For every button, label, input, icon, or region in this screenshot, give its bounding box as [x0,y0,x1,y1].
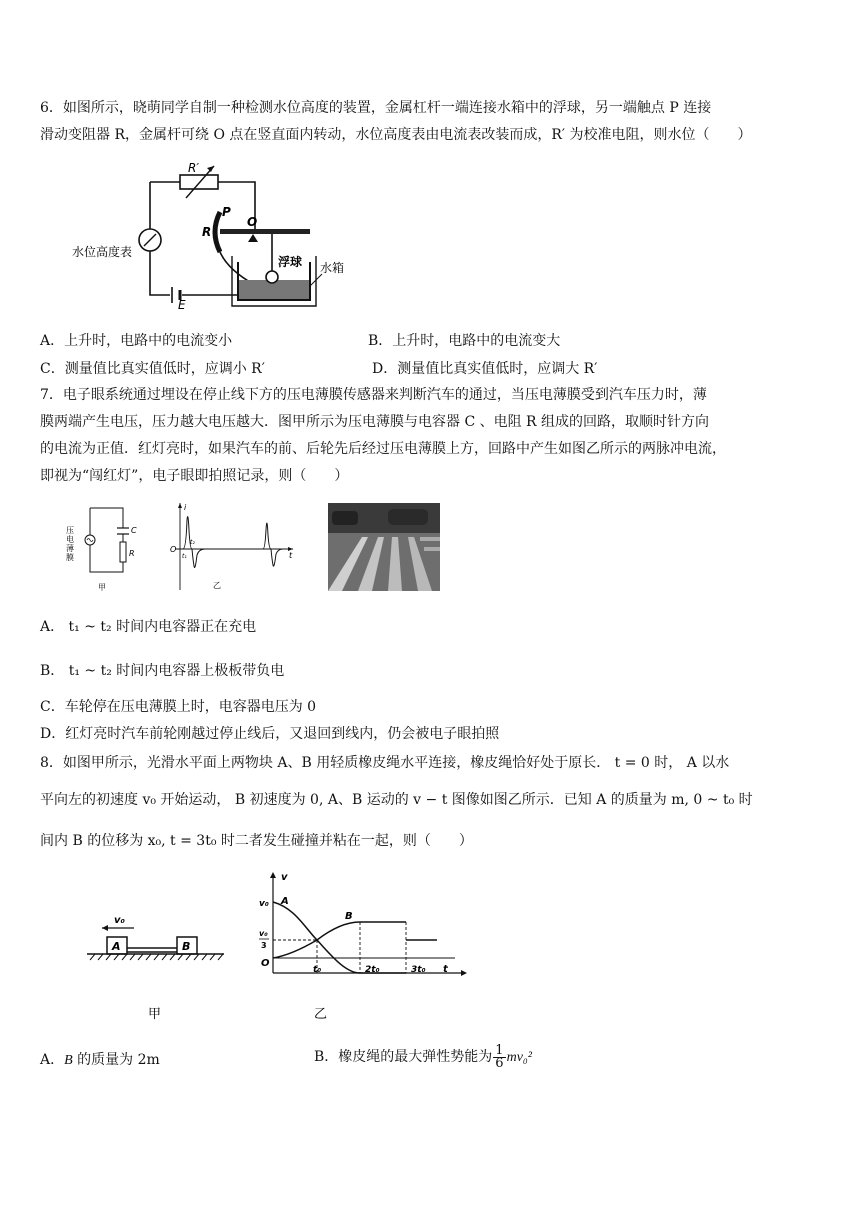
q8-label-curve-a: A [281,896,289,907]
q7-label-t1: t₁ [182,553,187,560]
q7-label-film: 压电薄膜 [65,526,75,562]
q7-label-c: C [131,526,137,535]
q8-label-b: B [182,940,191,953]
q6-circuit-figure [70,160,360,310]
q8-option-b-tail: mv₀² [506,1050,532,1065]
q7-label-jia: 甲 [98,583,106,592]
q7-label-t2: t₂ [190,539,195,546]
q7-label-i: i [184,503,187,512]
curve-a [273,902,406,973]
curve-b [273,922,406,958]
q6-label-r: R [202,225,212,239]
q7-current-graph [165,500,300,595]
q7-option-b: B． t₁ ~ t₂ 时间内电容器上极板带负电 [40,663,285,679]
q8-option-b-fraction [493,1042,505,1071]
q7-stem-line3: 的电流为正值．红灯亮时，如果汽车的前、后轮先后经过压电薄膜上方，回路中产生如图乙所示的两脉冲电流， [40,441,726,457]
q8-label-t0: t₀ [313,965,322,975]
q8-label-o: O [261,958,270,969]
q7-option-a: A． t₁ ~ t₂ 时间内电容器正在充电 [40,619,257,635]
q7-label-o: O [170,545,177,554]
q6-option-a: A．上升时，电路中的电流变小 [40,333,233,349]
q7-option-c: C．车轮停在压电薄膜上时，电容器电压为 0 [40,699,317,715]
q8-label-a: A [112,940,121,953]
q6-option-c: C．测量值比真实值低时，应调小 R′ [40,361,265,377]
q7-stem-line1: 7．电子眼系统通过埋设在停止线下方的压电薄膜传感器来判断汽车的通过，当压电薄膜受到汽车压力时，薄 [40,387,707,403]
q8-option-a-prefix: A． [40,1052,65,1068]
q8-label-2t0: 2t₀ [365,965,380,975]
q7-label-r: R [129,549,135,558]
q7-stem-line2: 膜两端产生电压，压力越大电压越大．图甲所示为压电薄膜与电容器 C 、电阻 R 组成的回路，取顺时针方向 [40,414,710,430]
q6-label-meter: 水位高度表 [72,245,133,259]
q8-stem-line3: 间内 B 的位移为 x₀, t = 3t₀ 时二者发生碰撞并粘在一起，则（ ） [40,833,473,849]
q7-option-d: D．红灯亮时汽车前轮刚越过停止线后，又退回到线内，仍会被电子眼拍照 [40,726,500,742]
q6-stem-line1: 6．如图所示，晓萌同学自制一种检测水位高度的装置，金属杠杆一端连接水箱中的浮球，另一端触点 P 连接 [40,100,712,116]
q8-blocks-figure [82,910,232,1030]
q7-circuit-figure [65,500,148,595]
q8-label-v0-arrow: v₀ [114,915,125,926]
q6-label-e: E [178,298,186,312]
q8-option-b [314,1042,532,1073]
q8-vt-graph [255,868,470,1028]
q8-label-v0-3-num: v₀ [259,929,268,938]
q8-label-yi: 乙 [314,1007,328,1022]
q8-option-b-prefix: B．橡皮绳的最大弹性势能为 [314,1049,493,1065]
q8-option-a-text: 的质量为 2m [72,1052,160,1068]
q7-stem-line4: 即视为“闯红灯”，电子眼即拍照记录，则（ ） [40,468,349,484]
q8-option-b-num: 1 [495,1042,504,1058]
q6-stem-line2: 滑动变阻器 R，金属杆可绕 O 点在竖直面内转动，水位高度表由电流表改装而成，R′ 为校准电阻，则水位（ ） [40,127,752,143]
q6-option-d: D．测量值比真实值低时，应调大 R′ [372,361,598,377]
q8-label-jia: 甲 [148,1007,162,1022]
q8-stem-line2: 平向左的初速度 v₀ 开始运动， B 初速度为 0, A、B 运动的 v − t 图像如图乙所示．已知 A 的质量为 m, 0 ~ t₀ 时 [40,792,753,808]
q8-stem-line1: 8．如图甲所示，光滑水平面上两物块 A、B 用轻质橡皮绳水平连接，橡皮绳恰好处于原长． t = 0 时， A 以水 [40,755,730,771]
q8-label-v0: v₀ [259,899,269,909]
float-ball [266,271,278,283]
q8-label-v0-3-den: 3 [261,941,267,950]
q6-option-b: B．上升时，电路中的电流变大 [368,333,561,349]
q8-option-a-b: B [64,1053,73,1068]
q6-label-rprime: R′ [188,161,200,175]
q6-label-p: P [222,205,231,219]
q8-option-a [40,1049,160,1072]
q7-label-t: t [289,551,293,560]
q8-label-curve-b: B [345,911,353,922]
q6-label-tank: 水箱 [320,261,345,275]
rprime-resistor [180,175,218,189]
q8-option-b-den: 6 [495,1055,504,1071]
q8-label-3t0: 3t₀ [411,965,426,975]
q7-label-yi: 乙 [213,581,221,590]
q8-label-v: v [281,872,288,883]
q8-label-t: t [443,964,448,975]
crosswalk-photo [328,503,440,591]
q6-label-o: O [247,215,258,229]
q6-label-float: 浮球 [278,255,303,269]
